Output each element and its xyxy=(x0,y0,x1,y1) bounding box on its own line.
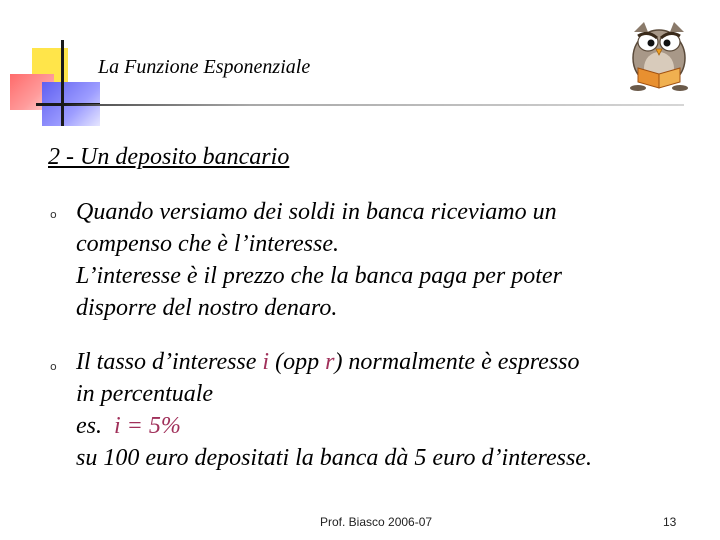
slide-subtitle: 2 - Un deposito bancario xyxy=(48,144,290,170)
bullet-paragraph-1 xyxy=(76,196,706,324)
text-segment: Il tasso d’interesse xyxy=(76,349,263,375)
paragraph-line xyxy=(76,410,706,442)
formula-example: i = 5% xyxy=(114,413,181,439)
footer-author: Prof. Biasco 2006-07 xyxy=(320,515,433,529)
variable-i: i xyxy=(262,349,270,375)
page-number: 13 xyxy=(663,515,677,529)
paragraph-line: disporre del nostro denaro. xyxy=(76,295,338,321)
bullet-marker: o xyxy=(50,208,57,221)
bullet-paragraph-2 xyxy=(76,346,706,474)
paragraph-line: L’interesse è il prezzo che la banca paga per poter xyxy=(76,263,562,289)
text-segment: ) normalmente è espresso xyxy=(334,349,580,375)
slide-header-title: La Funzione Esponenziale xyxy=(98,56,311,78)
paragraph-line xyxy=(76,346,706,378)
paragraph-line: Quando versiamo dei soldi in banca riceviamo un xyxy=(76,199,557,225)
bullet-marker: o xyxy=(50,360,57,373)
text-segment: (opp xyxy=(269,349,326,375)
paragraph-line: su 100 euro depositati la banca dà 5 euro d’interesse. xyxy=(76,445,592,471)
owl-reading-book-icon xyxy=(624,18,694,92)
header-rule xyxy=(64,104,684,106)
paragraph-line: in percentuale xyxy=(76,381,214,407)
variable-r: r xyxy=(325,349,335,375)
text-segment: es. xyxy=(76,413,114,439)
paragraph-line: compenso che è l’interesse. xyxy=(76,231,340,257)
decor-vertical-line xyxy=(61,40,64,126)
